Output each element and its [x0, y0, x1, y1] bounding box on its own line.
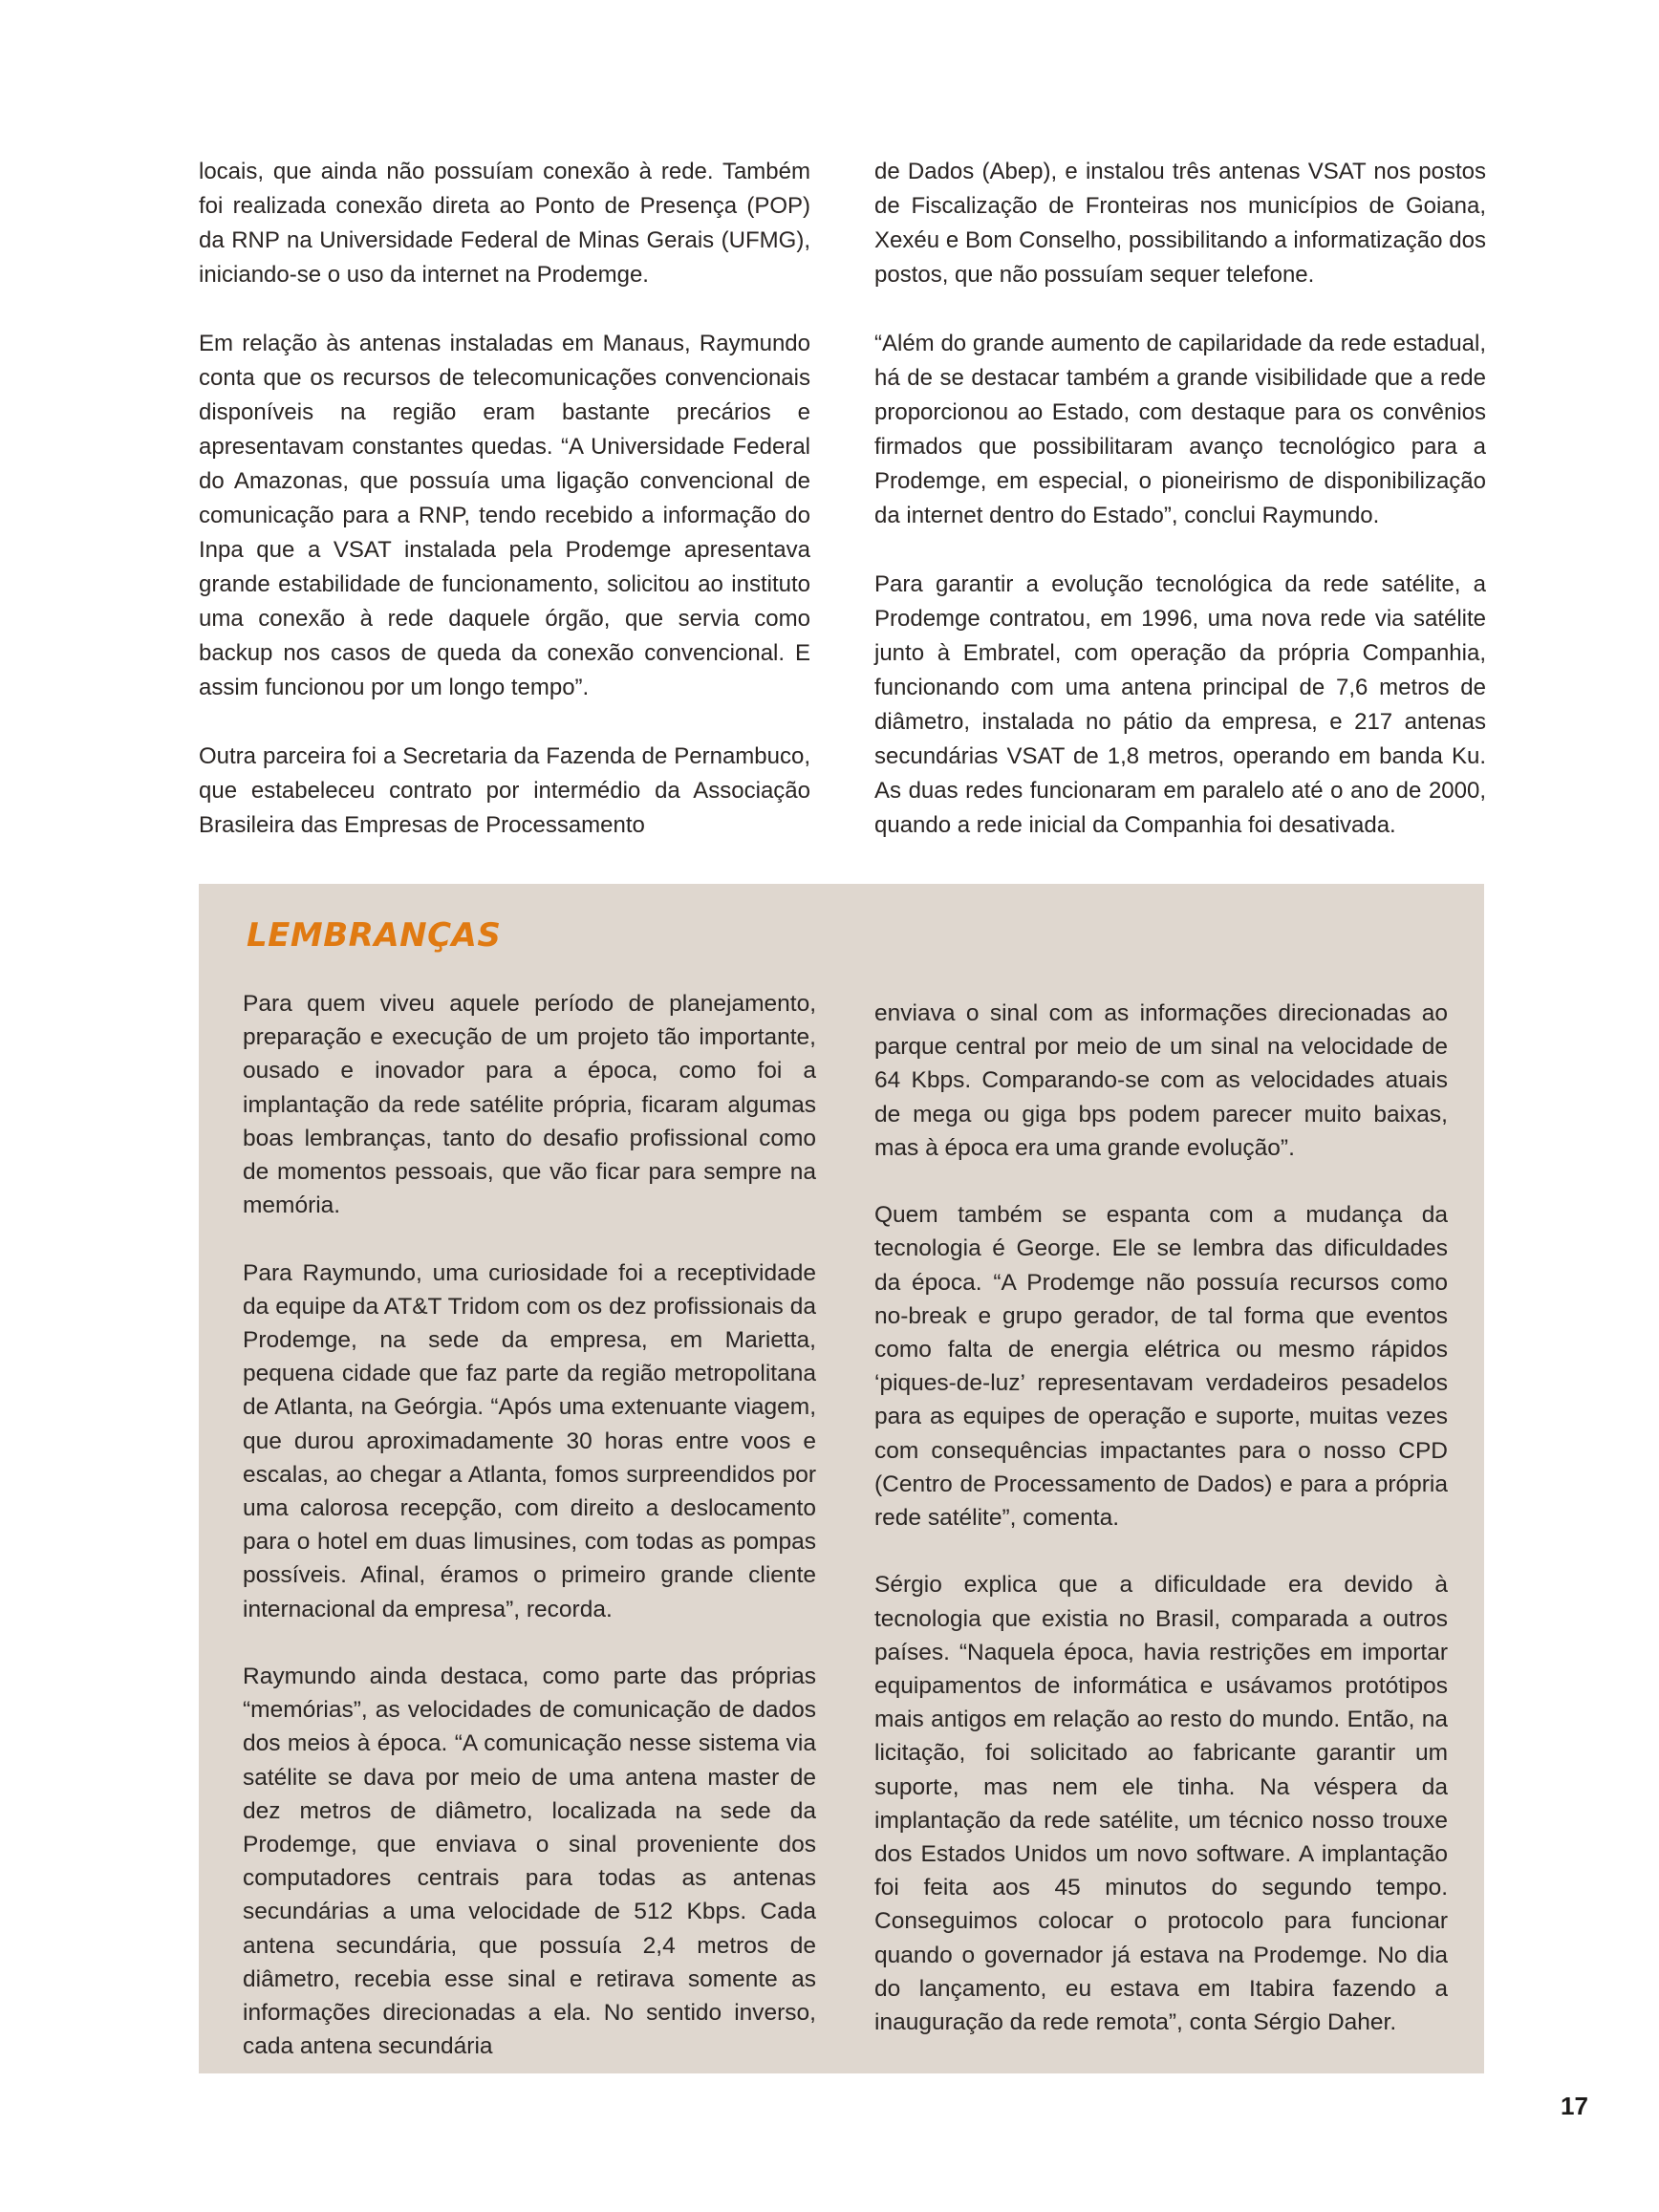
sidebar-column-right	[874, 997, 1448, 2039]
sidebar-paragraph: Para Raymundo, uma curiosidade foi a receptividade da equipe da AT&T Tridom com os dez profissionais da Prodemge, na sede da empresa, em Marietta, pequena cidade que faz parte da região metropolitana de Atlanta, na Geórgia. “Após uma extenuante viagem, que durou aproximadamente 30 horas entre voos e escalas, ao chegar a Atlanta, fomos surpreendidos por uma calorosa recepção, com direito a deslocamento para o hotel em duas limusines, com todas as pompas possíveis. Afinal, éramos o primeiro grande cliente internacional da empresa”, recorda.	[243, 1259, 816, 1622]
sidebar-paragraph: Quem também se espanta com a mudança da tecnologia é George. Ele se lembra das dificuldades da época. “A Prodemge não possuía recursos como no-break e grupo gerador, de tal forma que eventos como falta de energia elétrica ou mesmo rápidos ‘piques-de-luz’ representavam verdadeiros pesadelos para as equipes de operação e suporte, muitas vezes com consequências impactantes para o nosso CPD (Centro de Processamento de Dados) e para a própria rede satélite”, comenta.	[874, 1202, 1448, 1532]
article-paragraph: Outra parceira foi a Secretaria da Fazenda de Pernambuco, que estabeleceu contrato por intermédio da Associação Brasileira das Empresas de Processamento	[199, 743, 810, 838]
sidebar-paragraph: Sérgio explica que a dificuldade era devido à tecnologia que existia no Brasil, comparada a outros países. “Naquela época, havia restrições em importar equipamentos de informática e usávamos protótipos mais antigos em relação ao resto do mundo. Então, na licitação, foi solicitado ao fabricante garantir um suporte, mas nem ele tinha. Na véspera da implantação da rede satélite, um técnico nosso trouxe dos Estados Unidos um novo software. A implantação foi feita aos 45 minutos do segundo tempo. Conseguimos colocar o protocolo para funcionar quando o governador já estava na Prodemge. No dia do lançamento, eu estava em Itabira fazendo a inauguração da rede remota”, conta Sérgio Daher.	[874, 1572, 1448, 2036]
sidebar-title: LEMBRANÇAS	[247, 916, 502, 955]
sidebar-column-left	[243, 987, 816, 2063]
article-column-right	[874, 155, 1486, 843]
article-paragraph: Para garantir a evolução tecnológica da rede satélite, a Prodemge contratou, em 1996, uma nova rede via satélite junto à Embratel, com operação da própria Companhia, funcionando com uma antena principal de 7,6 metros de diâmetro, instalada no pátio da empresa, e 217 antenas secundárias VSAT de 1,8 metros, operando em banda Ku. As duas redes funcionaram em paralelo até o ano de 2000, quando a rede inicial da Companhia foi desativada.	[874, 571, 1486, 838]
sidebar-paragraph: Para quem viveu aquele período de planejamento, preparação e execução de um projeto tão importante, ousado e inovador para a época, como foi a implantação da rede satélite própria, ficaram algumas boas lembranças, tanto do desafio profissional como de momentos pessoais, que vão ficar para sempre na memória.	[243, 991, 816, 1219]
article-paragraph: locais, que ainda não possuíam conexão à rede. Também foi realizada conexão direta ao Ponto de Presença (POP) da RNP na Universidade Federal de Minas Gerais (UFMG), iniciando-se o uso da internet na Prodemge.	[199, 159, 810, 288]
article-paragraph: Em relação às antenas instaladas em Manaus, Raymundo conta que os recursos de telecomunicações convencionais disponíveis na região eram bastante precários e apresentavam constantes quedas. “A Universidade Federal do Amazonas, que possuía uma ligação convencional de comunicação para a RNP, tendo recebido a informação do Inpa que a VSAT instalada pela Prodemge apresentava grande estabilidade de funcionamento, solicitou ao instituto uma conexão à rede daquele órgão, que servia como backup nos casos de queda da conexão convencional. E assim funcionou por um longo tempo”.	[199, 331, 810, 700]
article-paragraph: de Dados (Abep), e instalou três antenas VSAT nos postos de Fiscalização de Fronteiras nos municípios de Goiana, Xexéu e Bom Conselho, possibilitando a informatização dos postos, que não possuíam sequer telefone.	[874, 159, 1486, 288]
article-column-left	[199, 155, 810, 843]
sidebar-paragraph: enviava o sinal com as informações direcionadas ao parque central por meio de um sinal na velocidade de 64 Kbps. Comparando-se com as velocidades atuais de mega ou giga bps podem parecer muito baixas, mas à época era uma grande evolução”.	[874, 1000, 1448, 1161]
sidebar-box-lembrancas	[199, 884, 1484, 2073]
sidebar-paragraph: Raymundo ainda destaca, como parte das próprias “memórias”, as velocidades de comunicação de dados dos meios à época. “A comunicação nesse sistema via satélite se dava por meio de uma antena master de dez metros de diâmetro, localizada na sede da Prodemge, que enviava o sinal proveniente dos computadores centrais para todas as antenas secundárias a uma velocidade de 512 Kbps. Cada antena secundária, que possuía 2,4 metros de diâmetro, recebia esse sinal e retirava somente as informações direcionadas a ela. No sentido inverso, cada antena secundária	[243, 1664, 816, 2060]
page-number: 17	[1561, 2092, 1588, 2120]
article-paragraph: “Além do grande aumento de capilaridade da rede estadual, há de se destacar também a grande visibilidade que a rede proporcionou ao Estado, com destaque para os convênios firmados que possibilitaram avanço tecnológico para a Prodemge, em especial, o pioneirismo de disponibilização da internet dentro do Estado”, conclui Raymundo.	[874, 331, 1486, 528]
